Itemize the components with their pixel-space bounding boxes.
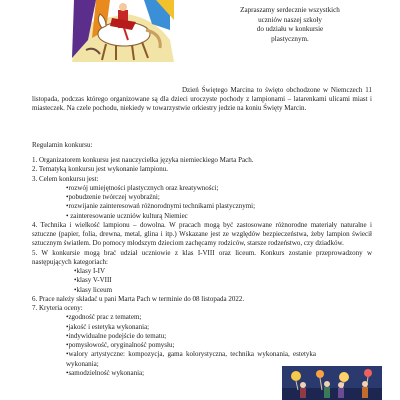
intro-paragraph [32, 86, 372, 114]
rule-item: 2. Tematyką konkursu jest wykonanie lampionu. [32, 165, 169, 174]
rule-subitem: •klasy liceum [74, 285, 113, 294]
rule-subitem: •jakość i estetyka wykonania; [66, 322, 150, 331]
rule-subitem: •klasy I-IV [74, 267, 106, 275]
rules-title: Regulamin konkursu: [32, 141, 93, 149]
invitation-line: uczniów naszej szkoły [258, 15, 322, 24]
rule-subitem: •rozwijanie zainteresowań różnorodnymi technikami plastycznymi; [66, 202, 256, 211]
rule-subitem: • zainteresowanie uczniów kulturą Niemiec [66, 211, 188, 220]
rule-item: 1. Organizatorem konkursu jest nauczycielka języka niemieckiego Marta Pach. [32, 156, 254, 164]
rule-subitem: •rozwój umiejętności plastycznych oraz kreatywności; [66, 183, 219, 192]
rule-item: 6. Prace należy składać u pani Marta Pach w terminie do 08 listopada 2022. [32, 294, 245, 303]
rule-subitem: •zgodność prac z tematem; [66, 313, 142, 322]
rule-subitem: •pomysłowość, oryginalność pomysłu; [66, 341, 175, 349]
saint-martin-illustration [66, 0, 176, 62]
rule-subitem: •indywidualne podejście do tematu; [66, 331, 167, 340]
intro-text-rest: święto obchodzone w Niemczech 11 listopada, podczas którego organizowane są dla dzieci uroczyste pochody z lampionami – latarenkami ulicami miast i miasteczek. Na czele pochodu, niekiedy w towarzystwie orkiestry jedzie na koniu Święty Marcin. [32, 86, 373, 113]
rules-list [32, 156, 372, 378]
rule-item: 3. Celem konkursu jest: [32, 174, 99, 183]
invitation-line: plastycznym. [271, 34, 309, 43]
rule-subitem: •walory artystyczne: kompozycja, gama kolorystyczna, technika wykonania, estetyka wykonania; [66, 350, 316, 368]
rule-item: 4. Technika i wielkość lampionu – dowolna. W pracach mogą być zastosowane różnorodne materiały naturalne i sztuczne (papier, folia, drewna, metal, glina i itp.) Wskazane jest ze względów bezpieczeństwa, żeby lampion świecił sztucznym światłem. Do pomocy młodszym dzieciom zachęcamy rodziców, starsze rodzeństwo, czy dziadków. [32, 220, 372, 248]
rule-item: 7. Kryteria oceny: [32, 304, 83, 312]
invitation-line: Zapraszamy serdecznie wszystkich [240, 6, 340, 14]
rule-subitem: •samodzielność wykonania; [66, 368, 145, 377]
invitation-text [210, 6, 370, 44]
lantern-parade-illustration [282, 366, 382, 400]
rule-subitem: •pobudzenie twórczej wyobraźni; [66, 193, 160, 201]
invitation-line: do udziału w konkursie [256, 25, 324, 34]
intro-text-start: Dzień Świętego Marcina to [182, 86, 263, 94]
rule-item: 5. W konkursie mogą brać udział uczniowie z klas I-VIII oraz liceum. Konkurs zostanie przeprowadzony w następujących kategoriach: [32, 248, 372, 266]
rule-subitem: •klasy V-VIII [74, 276, 112, 285]
